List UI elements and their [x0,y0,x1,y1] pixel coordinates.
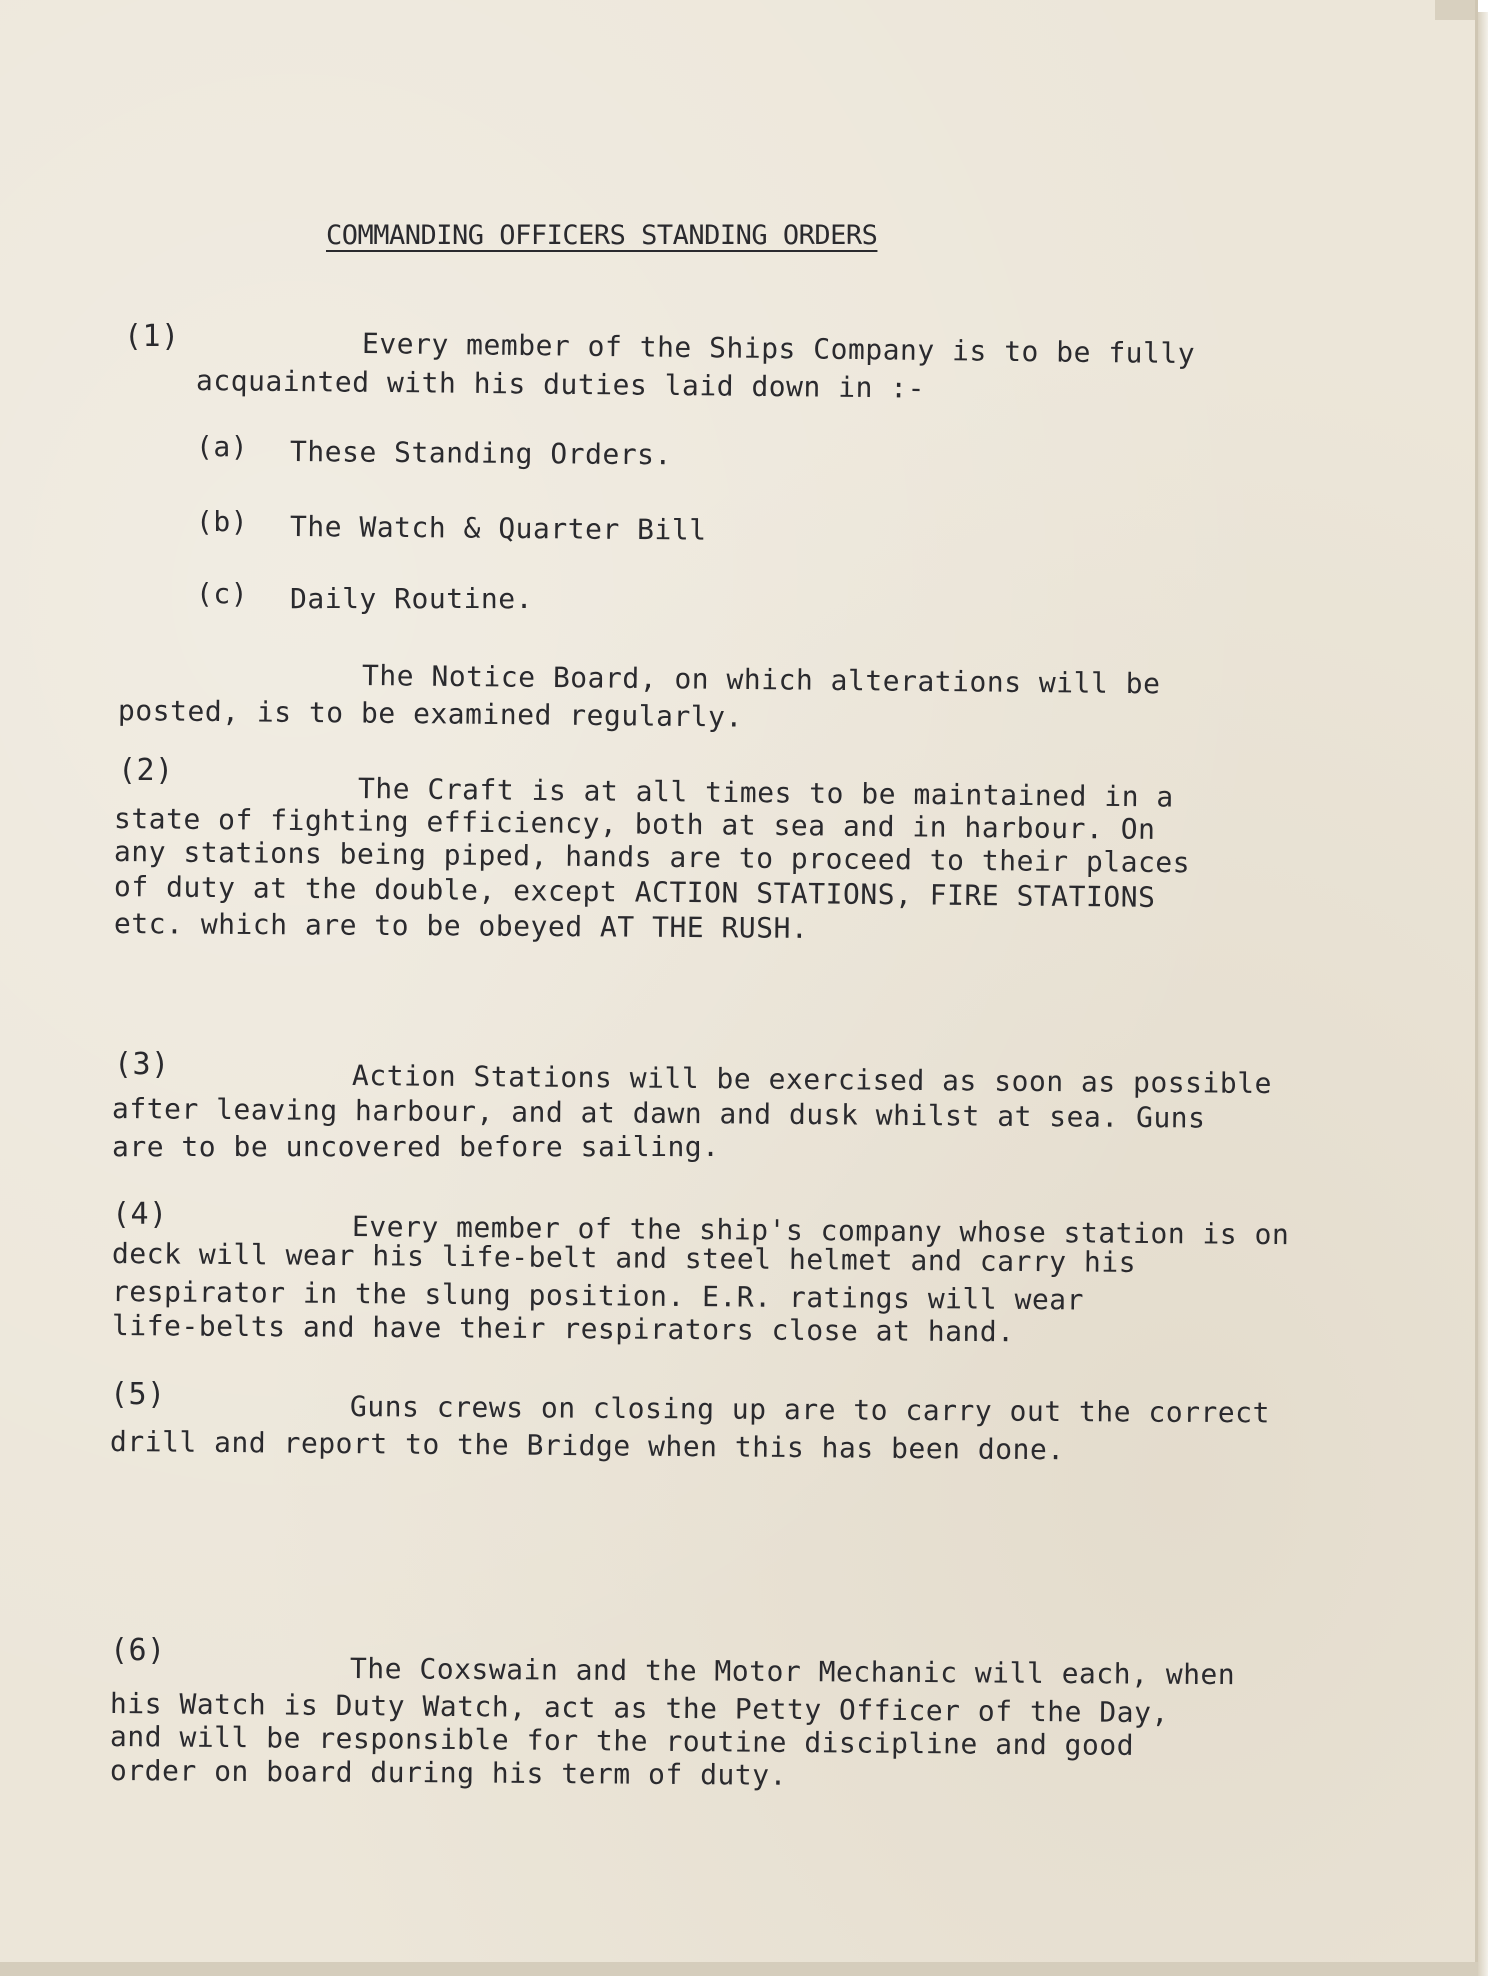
section-4-line-1: Every member of the ship's company whose station is on [351,1210,1290,1252]
section-4-line-3: respirator in the slung position. E.R. ratings will wear [111,1275,1085,1317]
section-6-line-1: The Coxswain and the Motor Mechanic will each, when [349,1652,1236,1692]
section-6-line-3: and will be responsible for the routine discipline and good [109,1720,1135,1762]
section-2-line-4: of duty at the double, except ACTION STATIONS, FIRE STATIONS [113,870,1156,914]
section-6-line-4: order on board during his term of duty. [109,1754,788,1792]
section-number-2: (2) [118,753,174,788]
section-number-1: (1) [124,319,180,354]
item-label-b: (b) [196,505,249,538]
section-6-line-2: his Watch is Duty Watch, act as the Petty Officer of the Day, [109,1687,1169,1730]
document-title: COMMANDING OFFICERS STANDING ORDERS [326,220,878,251]
section-1-line-1: Every member of the Ships Company is to be fully [361,327,1196,371]
section-5-line-2: drill and report to the Bridge when this has been done. [109,1425,1065,1467]
section-1-line-2: acquainted with his duties laid down in :- [195,364,926,405]
item-label-a: (a) [196,430,249,463]
section-number-5: (5) [110,1377,166,1412]
section-3-line-1: Action Stations will be exercised as soon as possible [351,1059,1273,1101]
notice-line-2: posted, is to be examined regularly. [117,694,744,734]
section-2-line-1: The Craft is at all times to be maintained in a [357,772,1174,814]
item-text-b: The Watch & Quarter Bill [289,510,707,547]
page-bottom-edge [0,1962,1478,1976]
section-number-3: (3) [114,1047,170,1082]
section-3-line-2: after leaving harbour, and at dawn and dusk whilst at sea. Guns [111,1092,1206,1135]
section-2-line-5: etc. which are to be obeyed AT THE RUSH. [113,907,809,945]
section-number-4: (4) [112,1197,168,1232]
item-text-a: These Standing Orders. [289,435,673,472]
section-3-line-3: are to be uncovered before sailing. [112,1130,720,1163]
section-2-line-2: state of fighting efficiency, both at sea and in harbour. On [113,802,1156,846]
section-number-6: (6) [110,1633,166,1668]
section-2-line-3: any stations being piped, hands are to proceed to their places [113,835,1191,880]
page-right-edge [1478,12,1488,1976]
page-corner [1435,0,1475,20]
section-4-line-2: deck will wear his life-belt and steel helmet and carry his [111,1237,1137,1279]
item-label-c: (c) [196,577,249,610]
section-5-line-1: Guns crews on closing up are to carry out the correct [349,1390,1271,1430]
item-text-c: Daily Routine. [290,582,534,615]
section-4-line-4: life-belts and have their respirators close at hand. [111,1309,1015,1349]
notice-line-1: The Notice Board, on which alterations will be [361,659,1161,701]
